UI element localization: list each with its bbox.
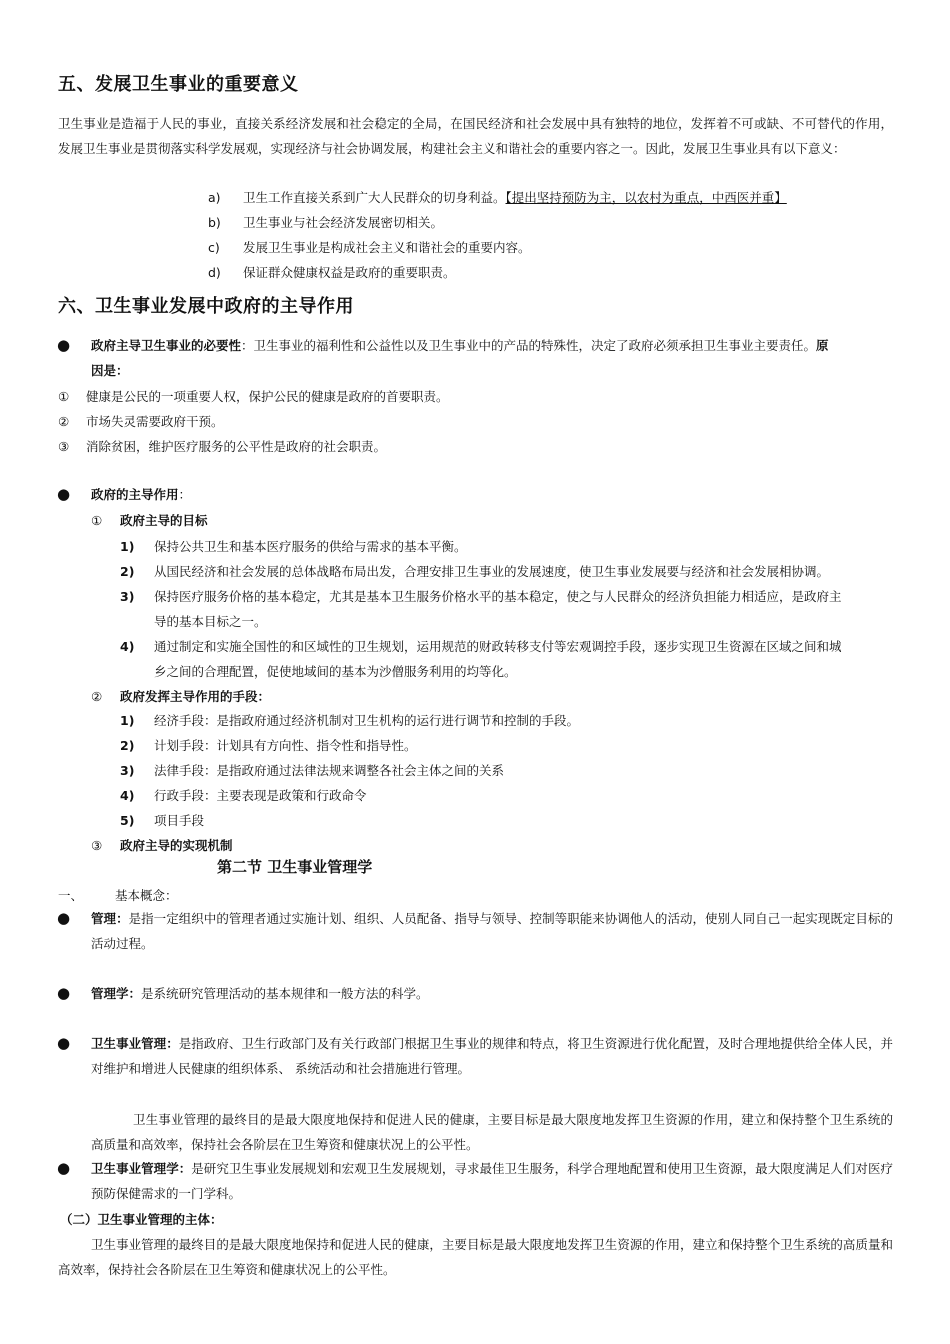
- goal-paragraph: 卫生事业管理的最终目的是最大限度地保持和促进人民的健康，主要目标是最大限度地发挥卫生资源的作用，建立和保持整个卫生系统的高质量和高效率，保持社会各阶层在卫生筹资和健康状况上的公平性。: [91, 1112, 893, 1152]
- section6-title: 六、卫生事业发展中政府的主导作用: [58, 296, 354, 317]
- reason-marker: ②: [58, 414, 70, 429]
- concept-label: 卫生事业管理学：: [91, 1161, 192, 1176]
- mechanism-title: 政府主导的实现机制: [120, 838, 233, 853]
- list-item-text: 卫生工作直接关系到广大人民群众的切身利益。: [243, 190, 506, 205]
- means-item: 项目手段: [154, 813, 205, 828]
- reason-item: 健康是公民的一项重要人权，保护公民的健康是政府的首要职责。: [86, 389, 449, 404]
- bullet: ●: [57, 909, 71, 927]
- concept-label: 管理学：: [91, 986, 142, 1001]
- concept-discipline: [91, 1156, 893, 1206]
- goal-item: 保持公共卫生和基本医疗服务的供给与需求的基本平衡。: [154, 539, 467, 554]
- means-item: 法律手段：是指政府通过法律法规来调整各社会主体之间的关系: [154, 763, 505, 778]
- list-item-note: 【提出坚持预防为主，以农村为重点，中西医并重】: [505, 190, 787, 205]
- bullet: ●: [57, 984, 71, 1002]
- list-marker: a): [208, 190, 221, 205]
- list-marker: d): [208, 265, 221, 280]
- bullet: ●: [57, 485, 71, 503]
- concept-text: 是指政府、卫生行政部门及有关行政部门根据卫生事业的规律和特点，将卫生资源进行优化配置，及时合理地提供给全体人民，并对维护和增进人民健康的组织体系、 系统活动和社会措施进行管理。: [91, 1036, 893, 1076]
- reason-marker: ①: [58, 389, 70, 404]
- concept-text: 是指一定组织中的管理者通过实施计划、组织、人员配备、指导与领导、控制等职能来协调他人的活动，使别人同自己一起实现既定目标的活动过程。: [91, 911, 893, 951]
- goal-item: 通过制定和实施全国性的和区域性的卫生规划，运用规范的财政转移支付等宏观调控手段，逐步实现卫生资源在区域之间和城: [154, 639, 842, 654]
- list-item: 卫生事业与社会经济发展密切相关。: [243, 215, 444, 230]
- list-item: 保证群众健康权益是政府的重要职责。: [243, 265, 456, 280]
- section2-title: 第二节 卫生事业管理学: [217, 858, 373, 876]
- bullet: ●: [57, 1159, 71, 1177]
- section5-intro: 卫生事业是造福于人民的事业，直接关系经济发展和社会稳定的全局，在国民经济和社会发展中具有独特的地位，发挥着不可或缺、不可替代的作用，发展卫生事业是贯彻落实科学发展观，实现经济与社会协调发展，构建社会主义和谐社会的重要内容之一。因此，发展卫生事业具有以下意义：: [58, 116, 893, 156]
- reason-label-cont: 因是：: [91, 363, 129, 378]
- concept-text: 是研究卫生事业发展规划和宏观卫生发展规划，寻求最佳卫生服务，科学合理地配置和使用卫生资源，最大限度满足人们对医疗预防保健需求的一门学科。: [91, 1161, 893, 1201]
- means-item-marker: 5): [120, 813, 135, 828]
- concept-text: 是系统研究管理活动的基本规律和一般方法的科学。: [141, 986, 429, 1001]
- goal-marker: ①: [91, 513, 103, 528]
- list-marker: c): [208, 240, 220, 255]
- goal-item-cont: 导的基本目标之一。: [154, 614, 267, 629]
- role-heading: [91, 482, 191, 507]
- goal-item: 保持医疗服务价格的基本稳定，尤其是基本卫生服务价格水平的基本稳定，使之与人民群众的经济负担能力相适应，是政府主: [154, 589, 842, 604]
- concept-label: 管理：: [91, 911, 129, 926]
- goal-item-marker: 3): [120, 589, 135, 604]
- necessity-label: 政府主导卫生事业的必要性: [91, 338, 242, 353]
- goal-item-cont: 乡之间的合理配置，促使地域间的基本为沙僧服务利用的均等化。: [154, 664, 517, 679]
- means-item-marker: 4): [120, 788, 135, 803]
- means-item: 计划手段：计划具有方向性、指令性和指导性。: [154, 738, 417, 753]
- basic-marker: 一、: [58, 888, 84, 903]
- list-item: [243, 185, 787, 210]
- concept-label: 卫生事业管理：: [91, 1036, 179, 1051]
- goal-item-marker: 2): [120, 564, 135, 579]
- reason-item: 消除贫困，维护医疗服务的公平性是政府的社会职责。: [86, 439, 387, 454]
- subject-paragraph: 卫生事业管理的最终目的是最大限度地保持和促进人民的健康，主要目标是最大限度地发挥卫生资源的作用，建立和保持整个卫生系统的高质量和高效率，保持社会各阶层在卫生筹资和健康状况上的公平性。: [58, 1237, 893, 1277]
- role-label: 政府的主导作用: [91, 487, 179, 502]
- role-colon: ：: [178, 487, 192, 502]
- concept-management-science: [91, 981, 893, 1006]
- goal-title: 政府主导的目标: [120, 513, 208, 528]
- reason-item: 市场失灵需要政府干预。: [86, 414, 224, 429]
- goal-item: 从国民经济和社会发展的总体战略布局出发，合理安排卫生事业的发展速度，使卫生事业发展要与经济和社会发展相协调。: [154, 564, 830, 579]
- goal-item-marker: 1): [120, 539, 135, 554]
- means-title: 政府发挥主导作用的手段：: [120, 689, 271, 704]
- basic-title: 基本概念：: [115, 888, 178, 903]
- bullet: ●: [57, 1034, 71, 1052]
- means-item: 行政手段：主要表现是政策和行政命令: [154, 788, 367, 803]
- list-item: 发展卫生事业是构成社会主义和谐社会的重要内容。: [243, 240, 531, 255]
- means-item-marker: 2): [120, 738, 135, 753]
- subject-title: （二）卫生事业管理的主体：: [60, 1212, 223, 1227]
- means-item-marker: 1): [120, 713, 135, 728]
- concept-health-management: [91, 1031, 893, 1081]
- list-marker: b): [208, 215, 221, 230]
- concept-management: [91, 906, 893, 956]
- means-item: 经济手段：是指政府通过经济机制对卫生机构的运行进行调节和控制的手段。: [154, 713, 580, 728]
- mechanism-marker: ③: [91, 838, 103, 853]
- means-item-marker: 3): [120, 763, 135, 778]
- necessity-text: ：卫生事业的福利性和公益性以及卫生事业中的产品的特殊性，决定了政府必须承担卫生事业主要责任。: [241, 338, 817, 353]
- reason-label: 原: [816, 338, 829, 353]
- bullet: ●: [57, 336, 71, 354]
- reason-marker: ③: [58, 439, 70, 454]
- goal-item-marker: 4): [120, 639, 135, 654]
- section5-title: 五、发展卫生事业的重要意义: [58, 74, 299, 95]
- necessity-paragraph: [91, 333, 893, 383]
- means-marker: ②: [91, 689, 103, 704]
